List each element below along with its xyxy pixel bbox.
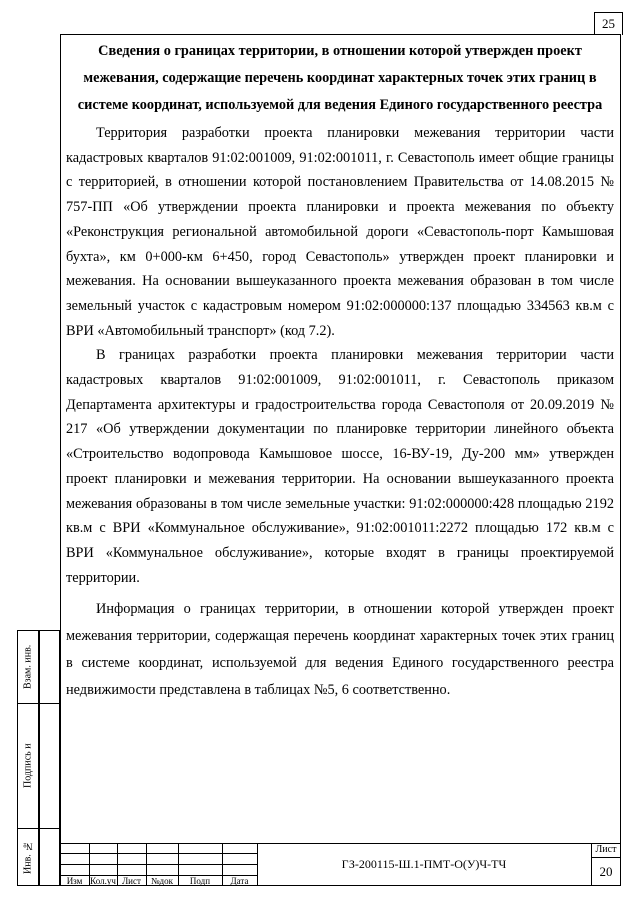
col-podp: Подп bbox=[189, 876, 211, 886]
paragraph-2: В границах разработки проекта планировки межевания территории части кадастровых кварталов 91:02:001009, 91:02:001011, г. Севастополь приказом Департамента архитектуры и градостроительства города Севастополя от 20.09.2019 № 217 «Об утверждении документации по планировке территории линейного объекта «Строительство водопровода Камышовое шоссе, 16-ВУ-19, Ду-200 мм» утвержден проект планировки и межевания территории. На основании вышеуказанного проекта межевания образованы в том числе земельные участки: 91:02:000000:428 площадью 2192 кв.м с ВРИ «Коммунальное обслуживание», 91:02:001011:2272 площадью 172 кв.м с ВРИ «Коммунальное обслуживание», которые входят в границы проектируемой территории. bbox=[66, 347, 614, 586]
paragraph-3: Информация о границах территории, в отношении которой утвержден проект межевания территории, содержащая перечень координат характерных точек этих границ в системе координат, используемой для ведения Единого государственного реестра недвижимости представлена в таблицах №5, 6 соответственно. bbox=[66, 601, 614, 699]
col-ndok: №док bbox=[150, 876, 174, 886]
title-block bbox=[60, 843, 621, 886]
side-label-replace-inv: Взам. инв. bbox=[22, 644, 34, 689]
paragraph-1: Территория разработки проекта планировки межевания территории части кадастровых кварталов 91:02:001009, 91:02:001011, г. Севастополь имеет общие границы с территорией, в отношении которой постановлением Правительства от 14.08.2015 № 757-ПП «Об утверждении проекта планировки и проекта межевания по объекту «Реконструкция региональной автомобильной дороги «Севастополь-порт Камышовая бухта», км 0+000-км 6+450, город Севастополь» утвержден проект планировки и межевания. На основании вышеуказанного проекта межевания образован в том числе земельный участок с кадастровым номером 91:02:000000:137 площадью 334563 кв.м с ВРИ «Автомобильный транспорт» (код 7.2). bbox=[66, 125, 614, 339]
side-label-inv-number: Инв. № bbox=[22, 840, 34, 874]
sheet-number: 20 bbox=[599, 864, 613, 879]
side-stamp bbox=[17, 630, 60, 886]
document-body bbox=[66, 38, 614, 704]
section-title: Сведения о границах территории, в отношении которой утвержден проект межевания, содержащие перечень координат характерных точек этих границ в системе координат, используемой для ведения Единого государственного реестра bbox=[77, 43, 603, 113]
document-code: ГЗ-200115-Ш.1-ПМТ-О(У)Ч-ТЧ bbox=[341, 857, 507, 871]
col-kol-uch: Кол.уч bbox=[90, 876, 116, 886]
col-izm: Изм bbox=[66, 876, 83, 886]
col-data: Дата bbox=[230, 876, 249, 886]
sheet-label: Лист bbox=[595, 844, 617, 855]
col-list: Лист bbox=[122, 876, 141, 886]
page-corner-number: 25 bbox=[594, 12, 623, 35]
side-label-signature: Подпись и bbox=[22, 743, 34, 788]
